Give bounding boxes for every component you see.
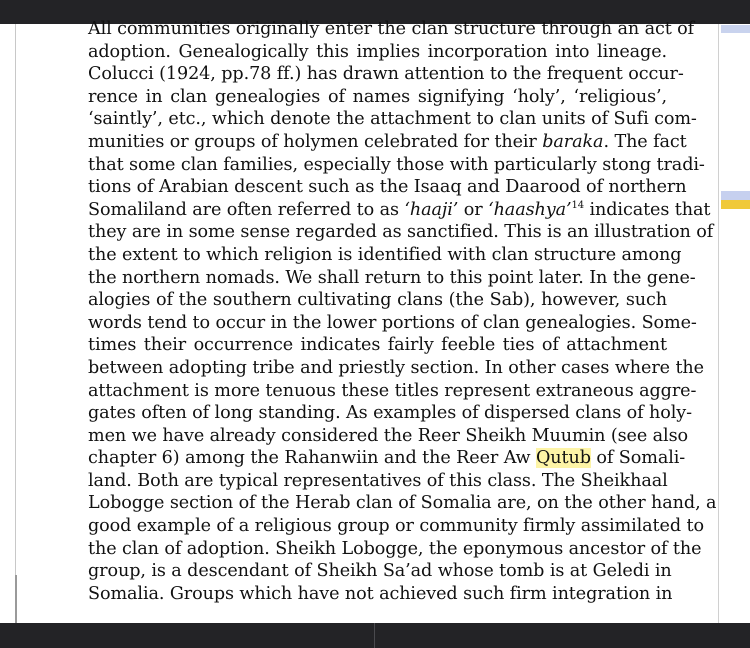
right-margin-rule <box>718 24 719 623</box>
text-segment: or <box>458 199 489 220</box>
text-line: the extent to which religion is identified with clan structure among <box>88 244 682 265</box>
text-line: land. Both are typical representatives of this class. The Sheikhaal <box>88 470 668 491</box>
text-segment: of Somali- <box>590 448 686 469</box>
text-line: Lobogge section of the Herab clan of Somalia are, on the other hand, a <box>88 493 717 514</box>
text-line: words tend to occur in the lower portions of clan genealogies. Some- <box>88 312 697 333</box>
text-line: times their occurrence indicates fairly feeble ties of attachment <box>88 335 667 356</box>
text-segment: munities or groups of holymen celebrated for their <box>88 131 543 152</box>
italic-term-haaji: ‘haaji’ <box>404 199 459 220</box>
bookmark-marker-blue-2[interactable] <box>721 191 750 200</box>
text-segment: chapter 6) among the Rahanwiin and the Reer Aw <box>88 448 536 469</box>
text-line <box>88 131 687 154</box>
text-line: men we have already considered the Reer Sheikh Muumin (see also <box>88 425 688 446</box>
text-line: good example of a religious group or community firmly assimilated to <box>88 516 704 537</box>
footnote-marker[interactable]: 14 <box>571 199 584 211</box>
toolbar-divider <box>374 623 375 648</box>
highlighted-word-qutub[interactable]: Qutub <box>535 448 591 469</box>
text-segment: . The fact <box>603 131 687 152</box>
text-line: group, is a descendant of Sheikh Sa’ad whose tomb is at Geledi in <box>88 561 672 582</box>
italic-term-haashya: ‘haashya’ <box>488 199 572 220</box>
bookmark-marker-blue[interactable] <box>721 25 750 33</box>
italic-term-baraka: baraka <box>542 131 604 152</box>
text-line: they are in some sense regarded as sanctified. This is an illustration of <box>88 222 714 243</box>
text-line: that some clan families, especially those with particularly stong tradi- <box>88 154 705 175</box>
text-line: attachment is more tenuous these titles represent extraneous aggre- <box>88 380 697 401</box>
text-line: tions of Arabian descent such as the Isaaq and Daarood of northern <box>88 177 687 198</box>
bottom-toolbar <box>0 623 750 648</box>
text-line <box>88 447 686 470</box>
text-line <box>88 199 711 222</box>
body-paragraph <box>88 18 717 605</box>
text-line: gates often of long standing. As examples of dispersed clans of holy- <box>88 403 692 424</box>
text-segment: Somaliland are often referred to as <box>88 199 405 220</box>
left-margin-rule-bottom <box>15 575 17 623</box>
text-line: All communities originally enter the clan structure through an act of <box>88 19 695 39</box>
text-line: the northern nomads. We shall return to this point later. In the gene- <box>88 267 696 288</box>
text-line: Colucci (1924, pp.78 ff.) has drawn attention to the frequent occur- <box>88 64 684 85</box>
text-line: ‘saintly’, etc., which denote the attachment to clan units of Sufi com- <box>88 109 697 130</box>
text-line: rence in clan genealogies of names signifying ‘holy’, ‘religious’, <box>88 86 667 107</box>
text-line: adoption. Genealogically this implies incorporation into lineage. <box>88 41 667 62</box>
text-line: the clan of adoption. Sheikh Lobogge, the eponymous ancestor of the <box>88 538 702 559</box>
left-margin-rule <box>15 24 16 623</box>
text-line: alogies of the southern cultivating clans (the Sab), however, such <box>88 290 667 311</box>
text-line: between adopting tribe and priestly section. In other cases where the <box>88 357 704 378</box>
text-line: Somalia. Groups which have not achieved such firm integration in <box>88 583 673 604</box>
document-page <box>88 18 717 623</box>
text-segment: indicates that <box>584 199 711 220</box>
highlight-marker-yellow[interactable] <box>721 200 750 209</box>
